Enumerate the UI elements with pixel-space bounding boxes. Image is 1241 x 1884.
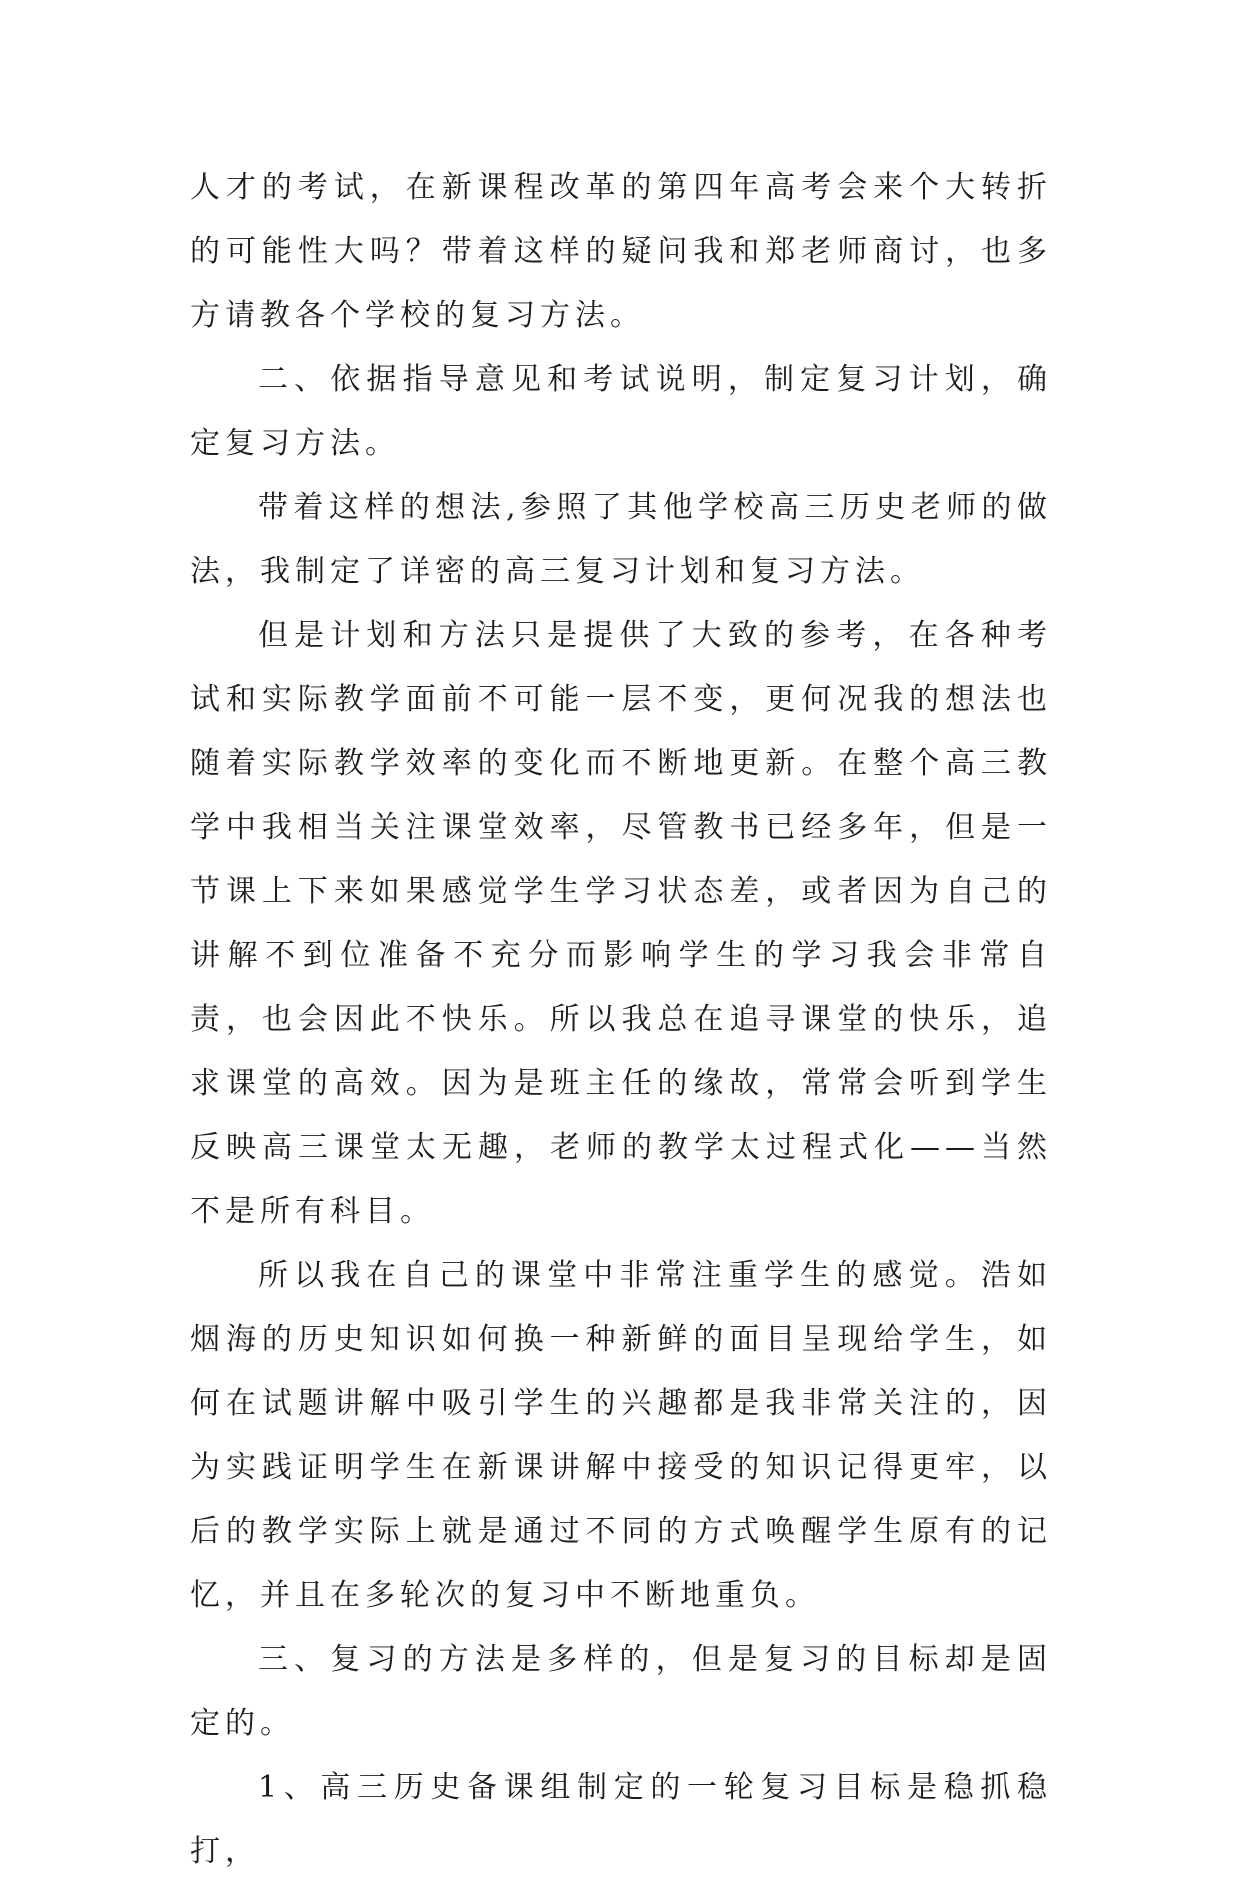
- document-body: [190, 156, 1052, 1884]
- paragraph-1: 人才的考试，在新课程改革的第四年高考会来个大转折的可能性大吗？带着这样的疑问我和郑老师商讨，也多方请教各个学校的复习方法。: [190, 170, 1052, 333]
- paragraph-4: 但是计划和方法只是提供了大致的参考，在各种考试和实际教学面前不可能一层不变，更何况我的想法也随着实际教学效率的变化而不断地更新。在整个高三教学中我相当关注课堂效率，尽管教书已经多年，但是一节课上下来如果感觉学生学习状态差，或者因为自己的讲解不到位准备不充分而影响学生的学习我会非常自责，也会因此不快乐。所以我总在追寻课堂的快乐，追求课堂的高效。因为是班主任的缘故，常常会听到学生反映高三课堂太无趣，老师的教学太过程式化——当然不是所有科目。: [190, 618, 1052, 1229]
- paragraph-2: 二、依据指导意见和考试说明，制定复习计划，确定复习方法。: [190, 362, 1052, 461]
- paragraph-6: 三、复习的方法是多样的，但是复习的目标却是固定的。: [190, 1642, 1052, 1741]
- paragraph-3: 带着这样的想法,参照了其他学校高三历史老师的做法，我制定了详密的高三复习计划和复习方法。: [190, 490, 1052, 589]
- paragraph-5: 所以我在自己的课堂中非常注重学生的感觉。浩如烟海的历史知识如何换一种新鲜的面目呈现给学生，如何在试题讲解中吸引学生的兴趣都是我非常关注的，因为实践证明学生在新课讲解中接受的知识记得更牢，以后的教学实际上就是通过不同的方式唤醒学生原有的记忆，并且在多轮次的复习中不断地重负。: [190, 1258, 1052, 1613]
- paragraph-7: 1、高三历史备课组制定的一轮复习目标是稳抓稳打，: [190, 1770, 1052, 1869]
